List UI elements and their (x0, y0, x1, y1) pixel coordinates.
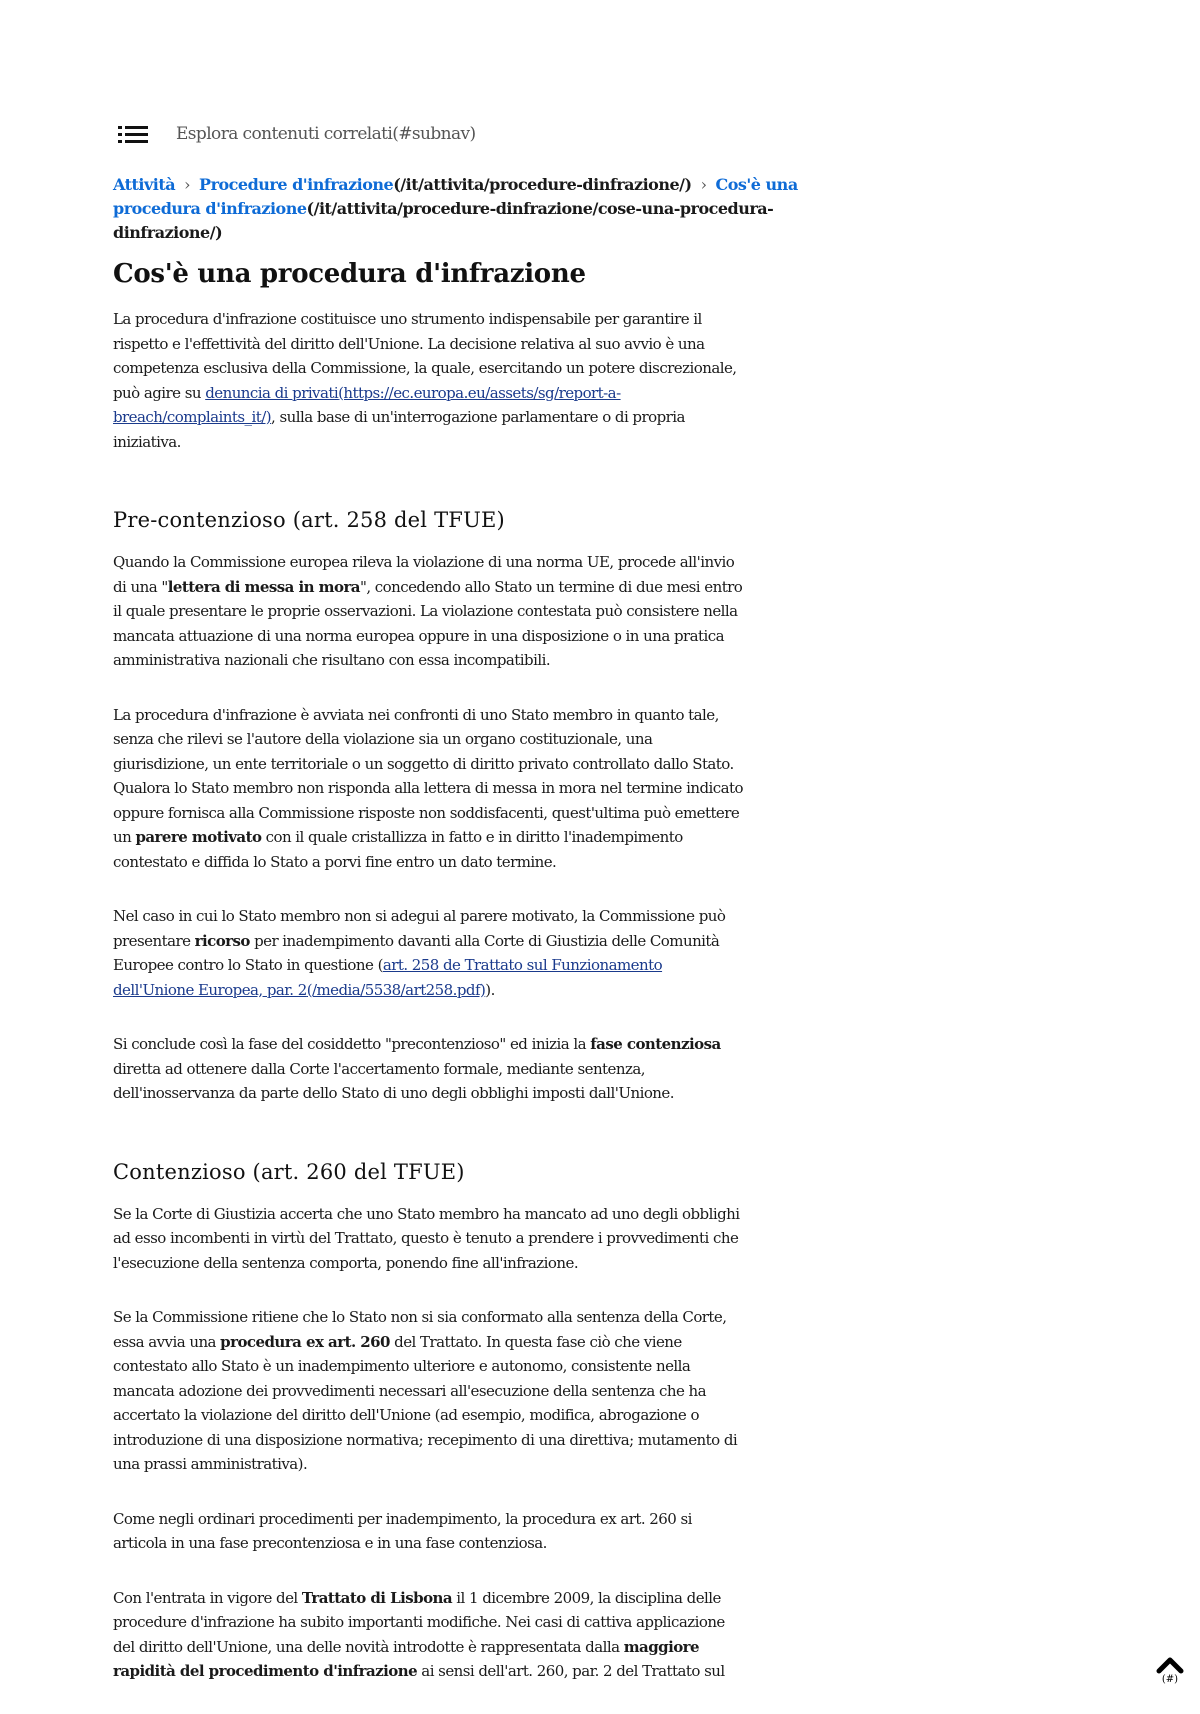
back-to-top-label: (#) (1161, 1674, 1179, 1685)
intro-paragraph: La procedura d'infrazione costituisce uno strumento indispensabile per garantire il rispetto e l'effettività del diritto dell'Unione. La decisione relativa al suo avvio è una competenza esclusiva della Commissione, la quale, esercitando un potere discrezionale, può agire su denuncia di privati(https://ec.europa.eu/assets/sg/report-a-breach/complaints_it/), sulla base di un'interrogazione parlamentare o di propria iniziativa. (113, 310, 737, 451)
breadcrumb-item-procedure[interactable]: Procedure d'infrazione (199, 175, 394, 194)
paragraph: La procedura d'infrazione è avviata nei confronti di uno Stato membro in quanto tale, senza che rilevi se l'autore della violazione sia un organo costituzionale, una giurisdizione, un ente territoriale o un soggetto di diritto privato controllato dallo Stato. Qualora lo Stato membro non risponda alla lettera di messa in mora nel termine indicato oppure fornisca alla Commissione risposte non soddisfacenti, quest'ultima può emettere un parere motivato con il quale cristallizza in fatto e in diritto l'inadempimento contestato e diffida lo Stato a porvi fine entro un dato termine. (113, 705, 743, 871)
breadcrumb-item-current[interactable]: Cos'è una procedura d'infrazione (113, 175, 798, 218)
subnav[interactable] (118, 124, 476, 144)
page-title: Cos'è una procedura d'infrazione (113, 259, 586, 289)
list-menu-icon[interactable] (118, 124, 148, 144)
complaints-link[interactable]: denuncia di privati(https://ec.europa.eu/assets/sg/report-a-breach/complaints_it/) (113, 383, 621, 426)
section-heading-contenzioso: Contenzioso (art. 260 del TFUE) (113, 1159, 465, 1184)
section-heading-precontenzioso: Pre-contenzioso (art. 258 del TFUE) (113, 508, 505, 532)
paragraph: Come negli ordinari procedimenti per inadempimento, la procedura ex art. 260 si articola in una fase precontenziosa e in una fase contenziosa. (113, 1509, 692, 1552)
back-to-top-button[interactable] (1152, 1655, 1188, 1695)
paragraph: Se la Corte di Giustizia accerta che uno Stato membro ha mancato ad uno degli obblighi ad esso incombenti in virtù del Trattato, questo è tenuto a prendere i provvedimenti che l'esecuzione della sentenza comporta, ponendo fine all'infrazione. (113, 1204, 740, 1272)
breadcrumb-item-attivita[interactable]: Attività (113, 175, 176, 194)
paragraph: Con l'entrata in vigore del Trattato di Lisbona il 1 dicembre 2009, la disciplina delle procedure d'infrazione ha subito importanti modifiche. Nei casi di cattiva applicazione del diritto dell'Unione, una delle novità introdotte è rappresentata dalla maggiore rapidità del procedimento d'infrazione ai sensi dell'art. 260, par. 2 del Trattato sul (113, 1588, 725, 1680)
breadcrumb (113, 173, 813, 245)
breadcrumb-separator: › (700, 175, 707, 194)
art258-pdf-link[interactable]: art. 258 de Trattato sul Funzionamento dell'Unione Europea, par. 2(/media/5538/art258.pdf) (113, 956, 663, 999)
paragraph: Si conclude così la fase del cosiddetto "precontenzioso" ed inizia la fase contenziosa diretta ad ottenere dalla Corte l'accertamento formale, mediante sentenza, dell'inosservanza da parte dello Stato di uno degli obblighi imposti dall'Unione. (113, 1035, 721, 1102)
subnav-link[interactable]: Esplora contenuti correlati(#subnav) (176, 124, 476, 144)
breadcrumb-url: (/it/attivita/procedure-dinfrazione/cose-una-procedura-dinfrazione/) (113, 199, 774, 242)
main-content (113, 173, 798, 1714)
paragraph: Quando la Commissione europea rileva la violazione di una norma UE, procede all'invio di una "lettera di messa in mora", concedendo allo Stato un termine di due mesi entro il quale presentare le proprie osservazioni. La violazione contestata può consistere nella mancata attuazione di una norma europea oppure in una disposizione o in una pratica amministrativa nazionali che risultano con essa incompatibili. (113, 553, 743, 669)
paragraph: Se la Commissione ritiene che lo Stato non si sia conformato alla sentenza della Corte, essa avvia una procedura ex art. 260 del Trattato. In questa fase ciò che viene contestato allo Stato è un inadempimento ulteriore e autonomo, consistente nella mancata adozione dei provvedimenti necessari all'esecuzione della sentenza che ha accertato la violazione del diritto dell'Unione (ad esempio, modifica, abrogazione o introduzione di una disposizione normativa; recepimento di una direttiva; mutamento di una prassi amministrativa). (113, 1308, 738, 1473)
breadcrumb-url: (/it/attivita/procedure-dinfrazione/) (393, 175, 692, 194)
paragraph: Nel caso in cui lo Stato membro non si adegui al parere motivato, la Commissione può presentare ricorso per inadempimento davanti alla Corte di Giustizia delle Comunità Europee contro lo Stato in questione (art. 258 de Trattato sul Funzionamento dell'Unione Europea, par. 2(/media/5538/art258.pdf)). (113, 907, 726, 999)
breadcrumb-separator: › (184, 175, 191, 194)
